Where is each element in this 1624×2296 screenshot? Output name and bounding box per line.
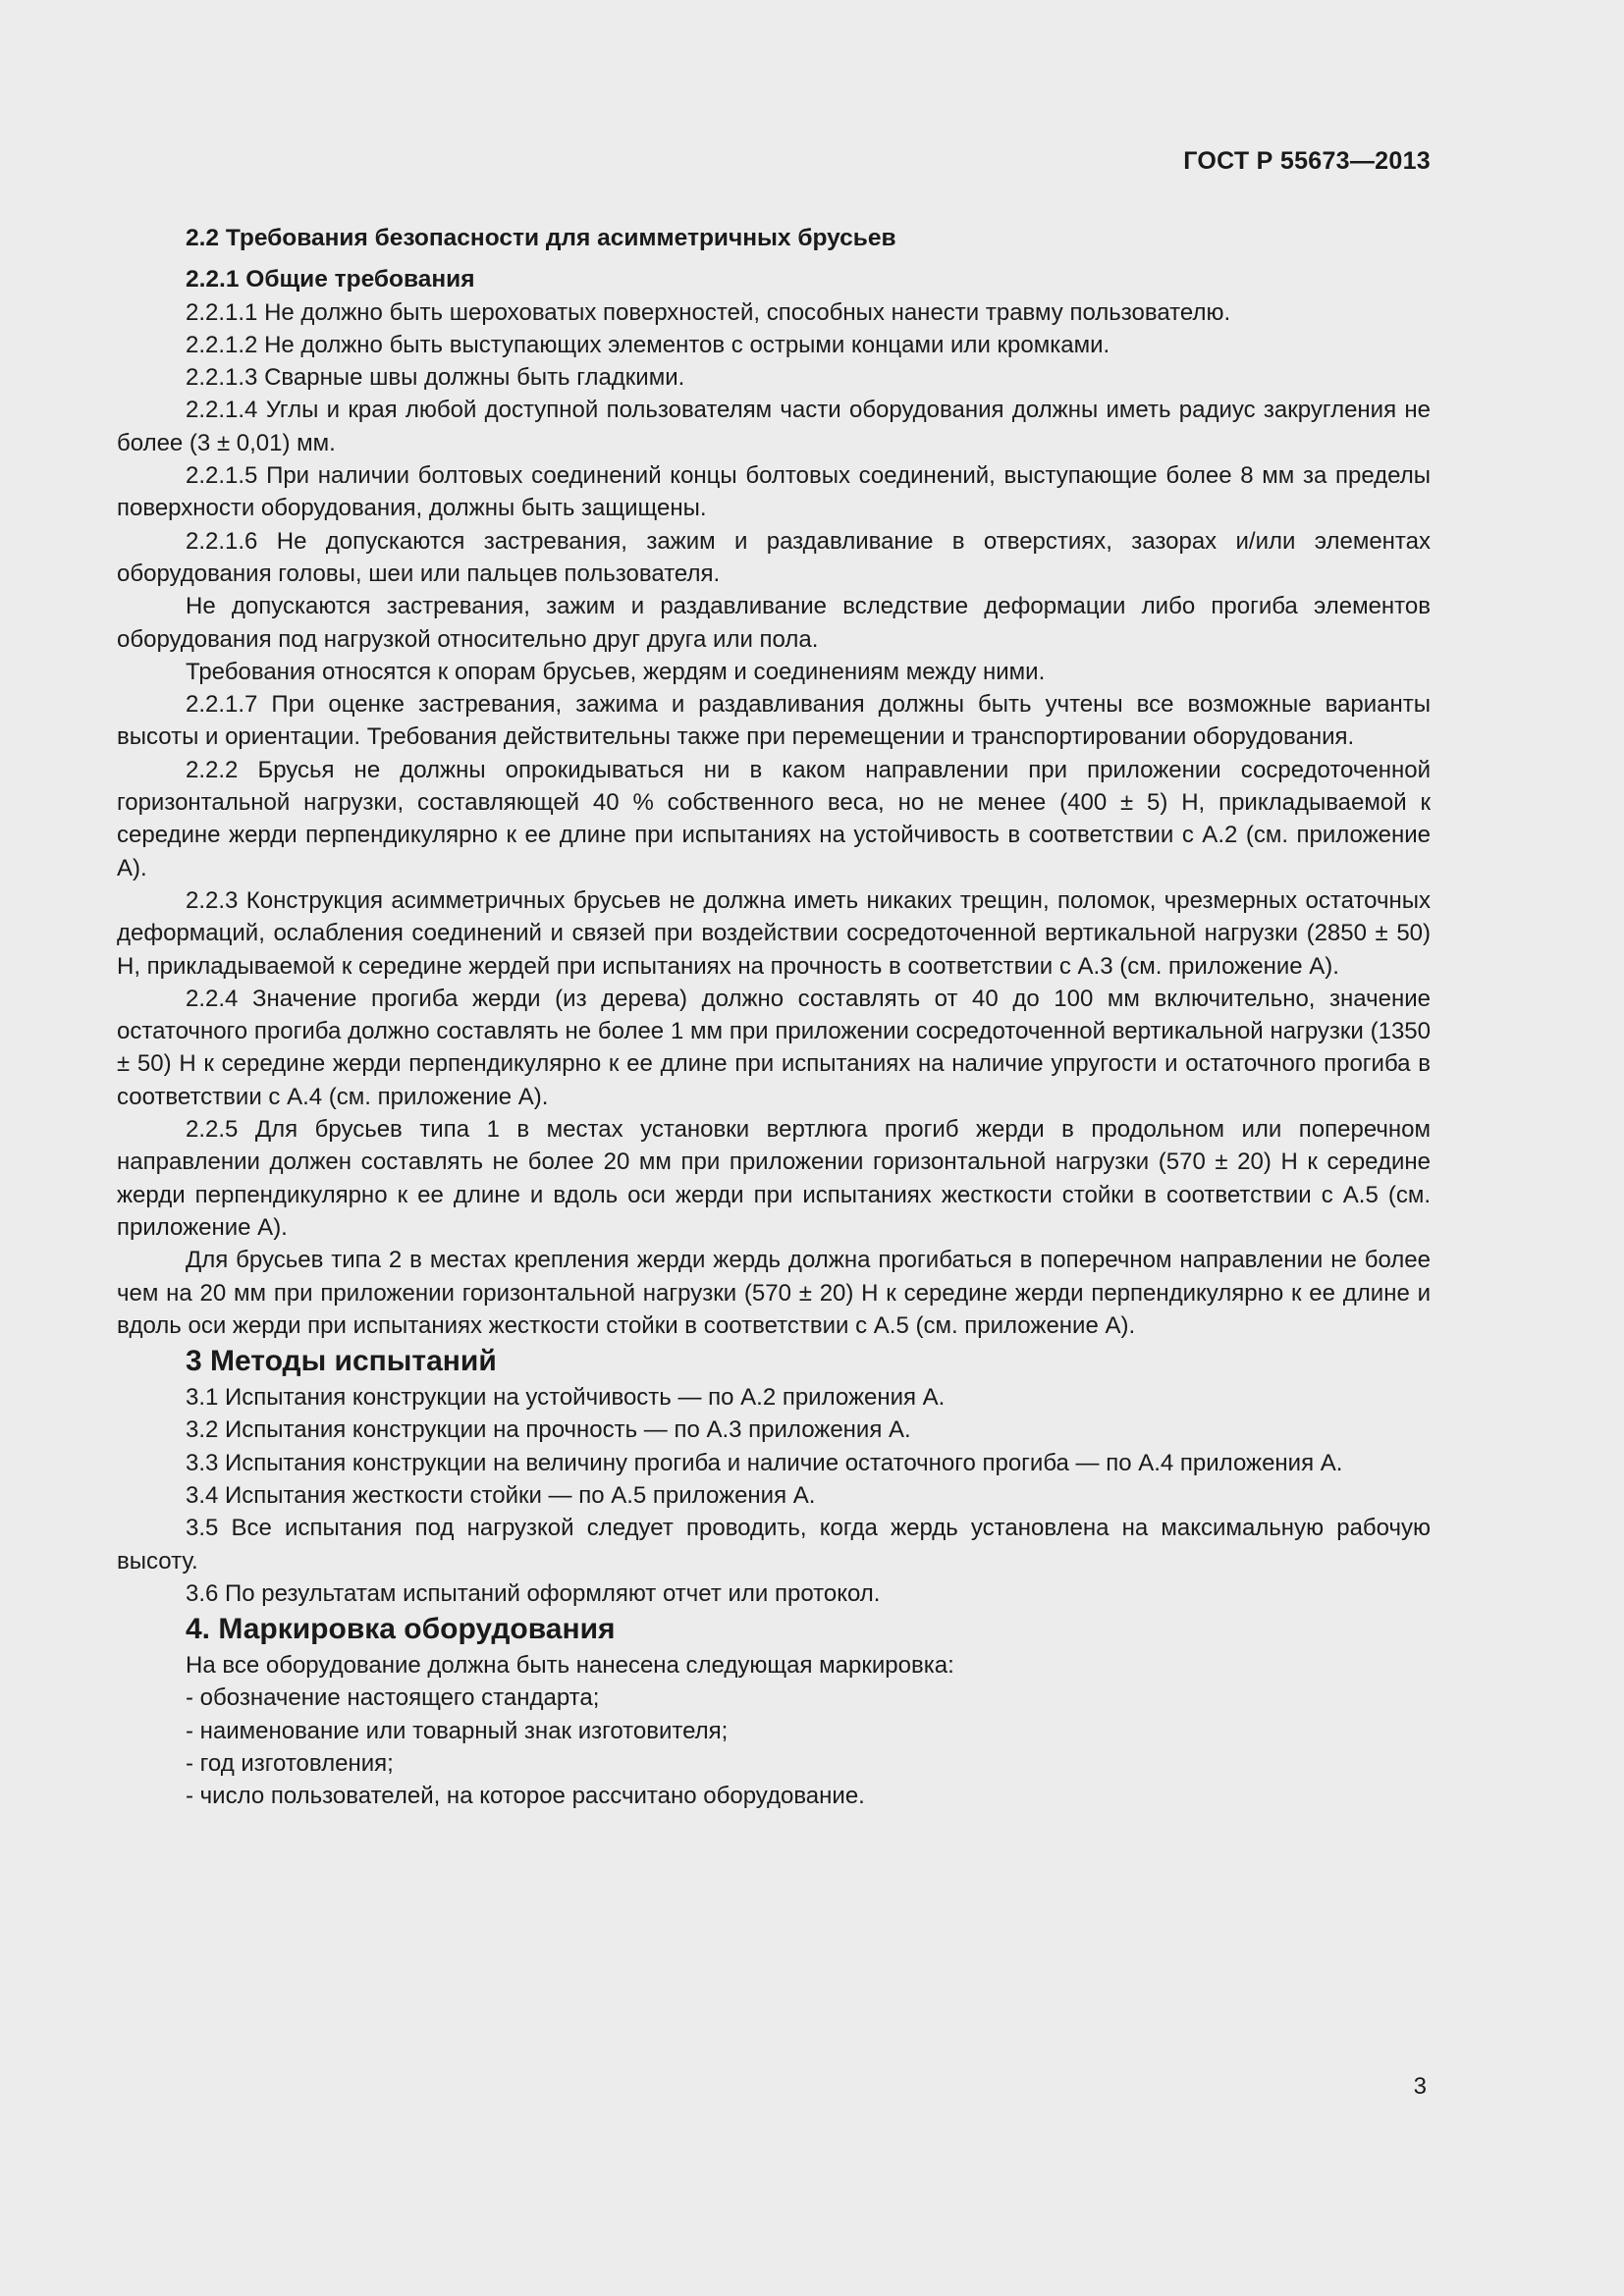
list-item: - число пользователей, на которое рассчитано оборудование. [186,1783,865,1810]
page-number: 3 [1413,2073,1427,2100]
paragraph: 2.2.4 Значение прогиба жерди (из дерева) должно составлять от 40 до 100 мм включительно, значение остаточного прогиба должно составлять не более 1 мм при приложении сосредоточенной вертикальной нагрузки (1350 ± 50) Н к середине жерди перпендикулярно к ее длине при испытаниях на наличие упругости и остаточного прогиба в соответствии с А.4 (см. приложение А). [117,985,1431,1110]
page-content [117,222,1431,1813]
paragraph: 2.2.2 Брусья не должны опрокидываться ни в каком направлении при приложении сосредоточенной горизонтальной нагрузки, составляющей 40 % собственного веса, но не менее (400 ± 5) Н, прикладываемой к середине жерди перпендикулярно к ее длине при испытаниях на устойчивость в соответствии с А.2 (см. приложение А). [117,756,1431,881]
paragraph: На все оборудование должна быть нанесена следующая маркировка: [186,1652,954,1680]
paragraph: 3.6 По результатам испытаний оформляют отчет или протокол. [186,1579,881,1607]
paragraph: 2.2.3 Конструкция асимметричных брусьев не должна иметь никаких трещин, поломок, чрезмерных остаточных деформаций, ослабления соединений и связей при воздействии сосредоточенной вертикальной нагрузки (2850 ± 50) Н, прикладываемой к середине жердей при испытаниях на прочность в соответствии с А.3 (см. приложение А). [117,886,1431,980]
paragraph: 2.2.1.3 Сварные швы должны быть гладкими. [186,364,685,392]
paragraph: 2.2.1.2 Не должно быть выступающих элементов с острыми концами или кромками. [186,331,1110,358]
paragraph: 3.2 Испытания конструкции на прочность — по А.3 приложения А. [186,1416,911,1444]
paragraph: 3.1 Испытания конструкции на устойчивость — по А.2 приложения А. [186,1384,946,1412]
paragraph: 2.2.1.5 При наличии болтовых соединений концы болтовых соединений, выступающие более 8 мм за пределы поверхности оборудования, должны быть защищены. [117,462,1431,522]
paragraph: 2.2.1.4 Углы и края любой доступной пользователям части оборудования должны иметь радиус закругления не более (3 ± 0,01) мм. [117,397,1431,456]
paragraph: Для брусьев типа 2 в местах крепления жерди жердь должна прогибаться в поперечном направлении не более чем на 20 мм при приложении горизонтальной нагрузки (570 ± 20) Н к середине жерди перпендикулярно к ее длине и вдоль оси жерди при испытаниях жесткости стойки в соответствии с А.5 (см. приложение А). [117,1247,1431,1339]
section-2-2-1-title: 2.2.1 Общие требования [186,266,475,294]
list-item: - наименование или товарный знак изготовителя; [186,1717,729,1744]
paragraph: 2.2.1.6 Не допускаются застревания, зажим и раздавливание в отверстиях, зазорах и/или элементах оборудования головы, шеи или пальцев пользователя. [117,527,1431,587]
paragraph: Не допускаются застревания, зажим и раздавливание вследствие деформации либо прогиба элементов оборудования под нагрузкой относительно друг друга или пола. [117,593,1431,653]
section-4-title: 4. Маркировка оборудования [186,1613,616,1646]
paragraph: 2.2.1.7 При оценке застревания, зажима и раздавливания должны быть учтены все возможные варианты высоты и ориентации. Требования действительны также при перемещении и транспортировании оборудования. [117,691,1431,751]
section-2-2-title: 2.2 Требования безопасности для асимметричных брусьев [186,225,896,251]
document-id-header: ГОСТ Р 55673—2013 [1183,147,1431,175]
paragraph: 2.2.5 Для брусьев типа 1 в местах установки вертлюга прогиб жерди в продольном или поперечном направлении должен составлять не более 20 мм при приложении горизонтальной нагрузки (570 ± 20) Н к середине жерди перпендикулярно к ее длине и вдоль оси жерди при испытаниях жесткости стойки в соответствии с А.5 (см. приложение А). [117,1116,1431,1241]
paragraph: Требования относятся к опорам брусьев, жердям и соединениям между ними. [186,658,1046,685]
list-item: - год изготовления; [186,1750,394,1778]
paragraph: 2.2.1.1 Не должно быть шероховатых поверхностей, способных нанести травму пользователю. [186,298,1231,326]
paragraph: 3.4 Испытания жесткости стойки — по А.5 приложения А. [186,1481,816,1509]
section-3-title: 3 Методы испытаний [186,1345,497,1378]
paragraph: 3.5 Все испытания под нагрузкой следует проводить, когда жердь установлена на максимальную рабочую высоту. [117,1515,1431,1575]
list-item: - обозначение настоящего стандарта; [186,1684,600,1712]
paragraph: 3.3 Испытания конструкции на величину прогиба и наличие остаточного прогиба — по А.4 приложения А. [186,1449,1343,1476]
